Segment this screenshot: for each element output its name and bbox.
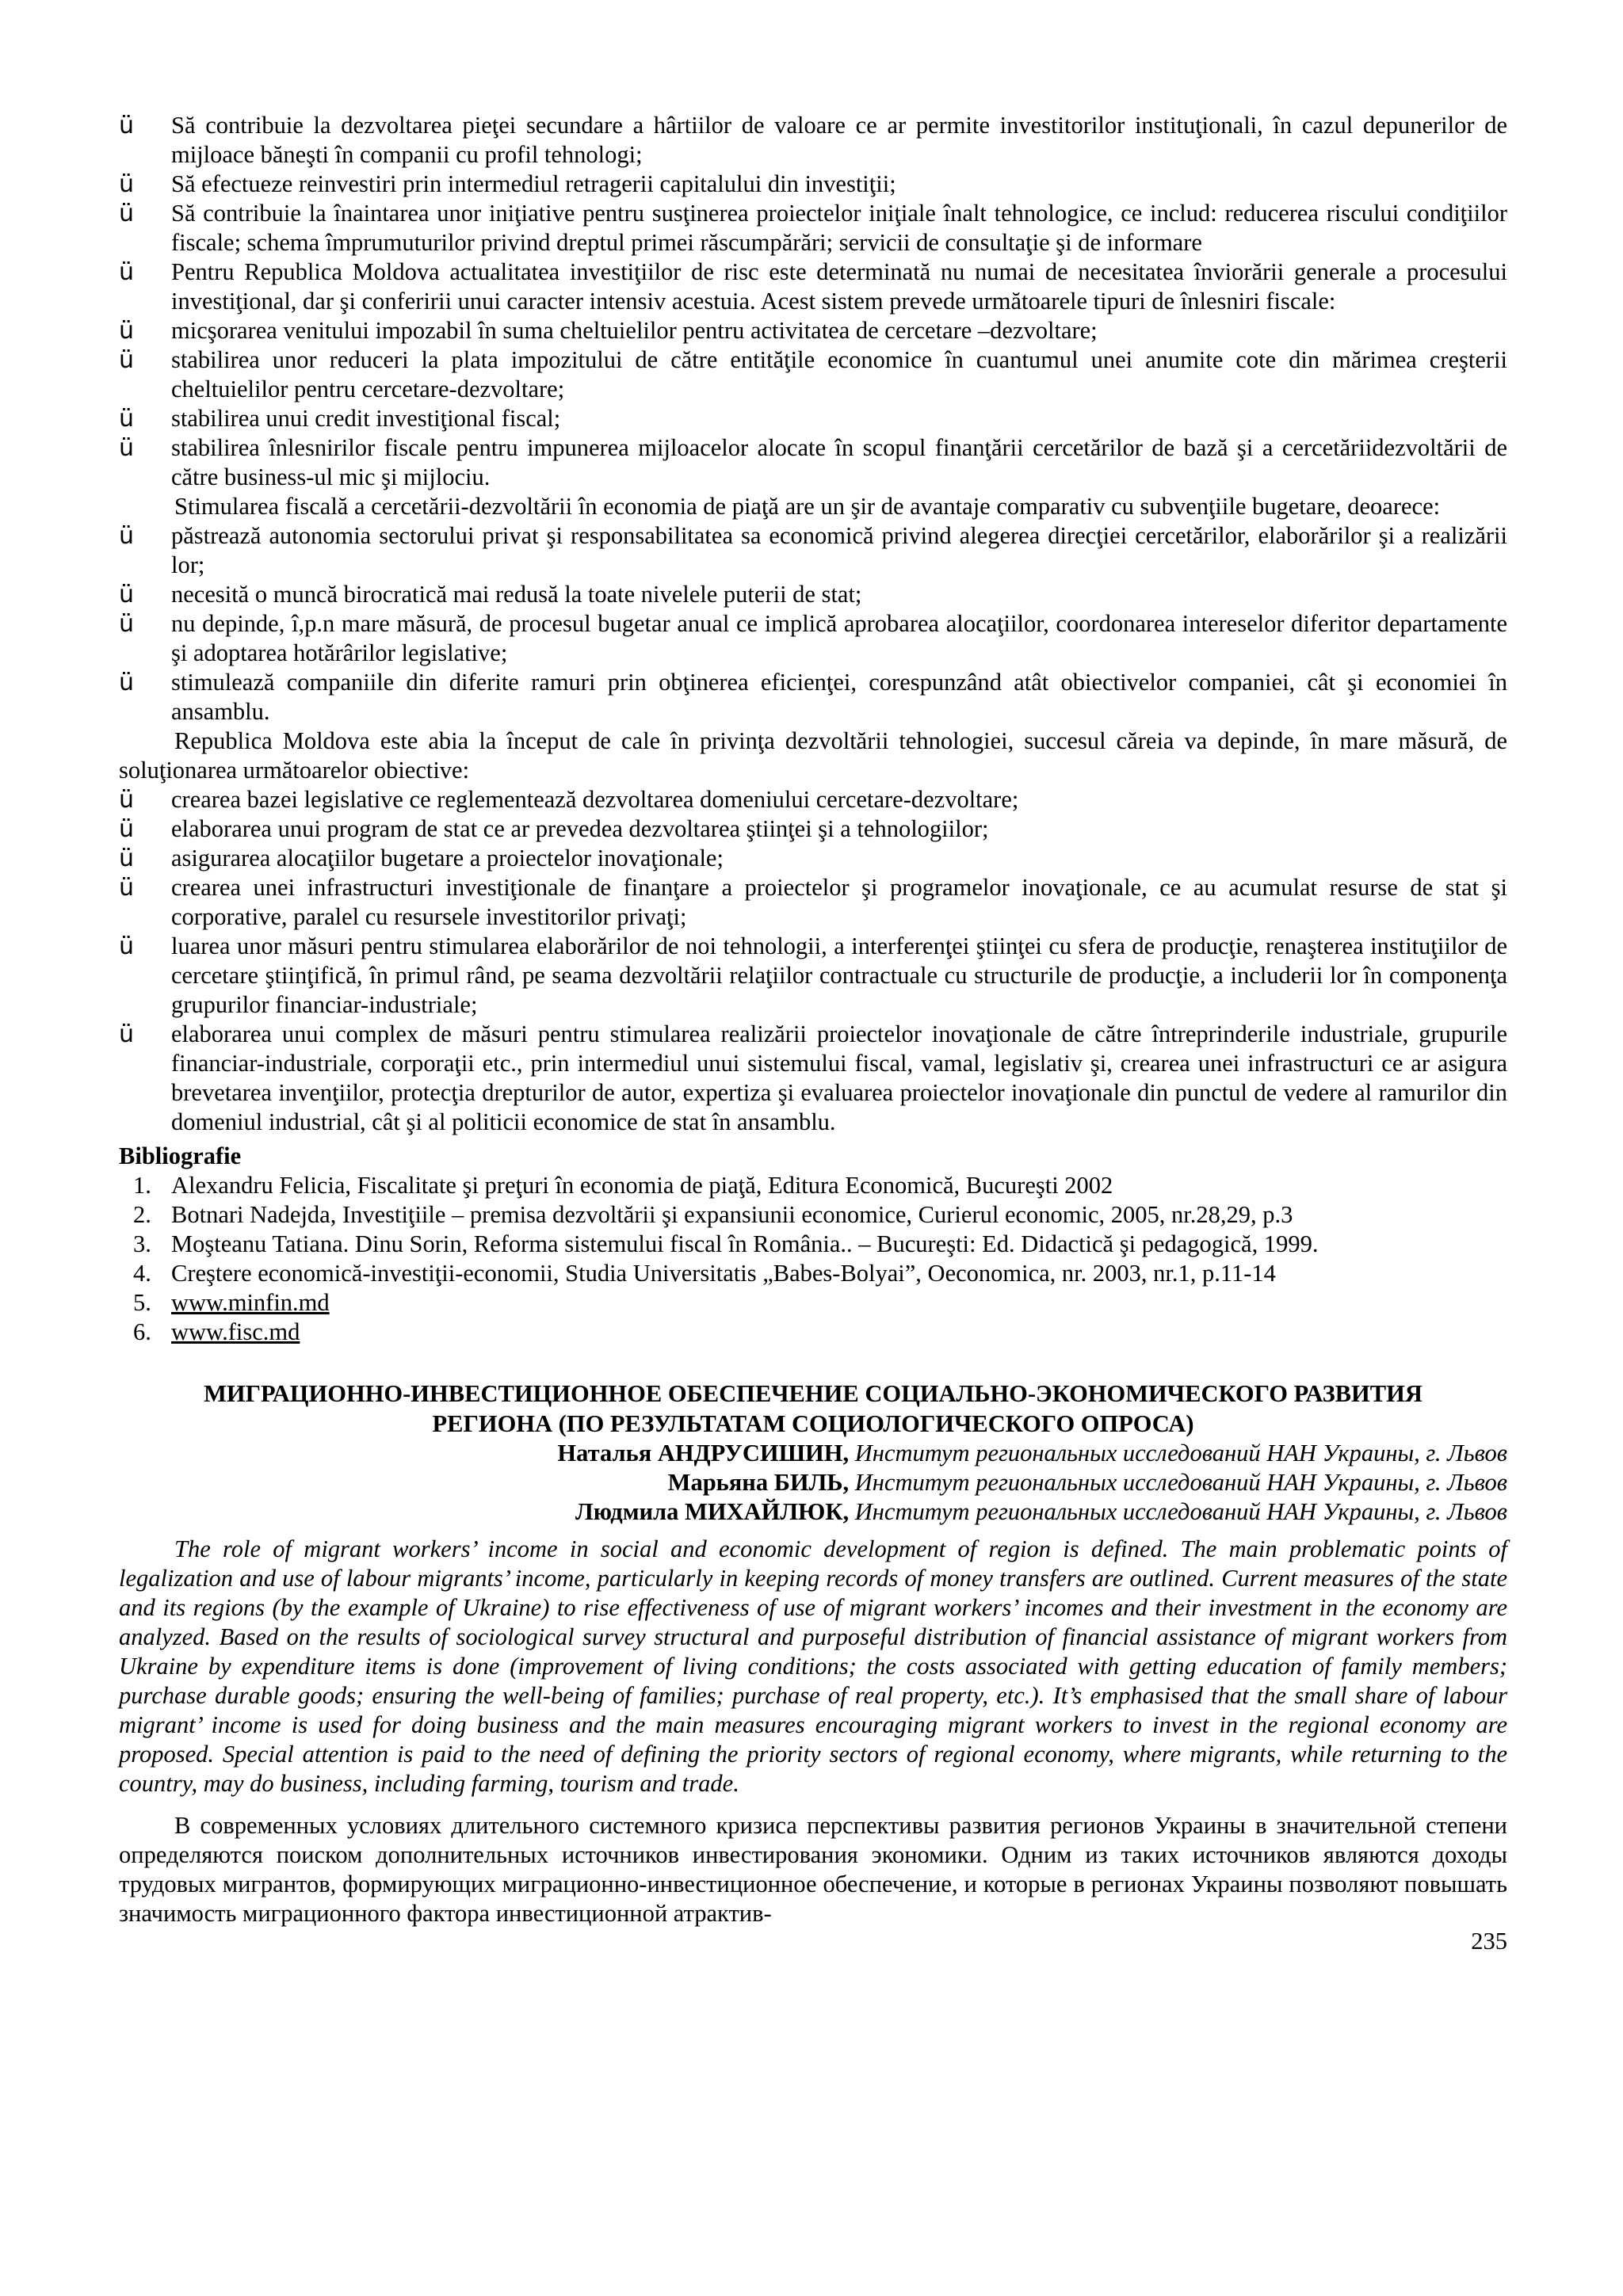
- page-content: [119, 111, 1507, 1956]
- paragraph-fiscal-stimulation: Stimularea fiscală a cercetării-dezvoltării în economia de piaţă are un şir de avantaje comparativ cu subvenţiile bugetare, deoarece:: [174, 493, 1441, 520]
- link-fisc[interactable]: www.fisc.md: [171, 1318, 300, 1345]
- list-item: ü Să efectueze reinvestiri prin intermediul retragerii capitalului din investiţii;: [119, 170, 896, 198]
- checkmark-icon: ü: [119, 786, 135, 814]
- author-line: Людмила МИХАЙЛЮК, Институт региональных исследований НАН Украины, г. Львов: [575, 1498, 1507, 1525]
- abstract: The role of migrant workers’ income in social and economic development of region is defined. The main problematic points of legalization and use of labour migrants’ income, particularly in keeping records of money transfers are outlined. Current measures of the state and its regions (by the example of Ukraine) to rise effectiveness of use of migrant workers’ incomes and their investment in the economy are analyzed. Based on the results of sociological survey structural and purposeful distribution of financial assistance of migrant workers from Ukraine by expenditure items is done (improvement of living conditions; the costs associated with getting education of family members; purchase durable goods; ensuring the well-being of families; purchase of real property, etc.). It’s emphasised that the small share of labour migrant’ income is used for doing business and the main measures encouraging migrant workers to invest in the regional economy are proposed. Special attention is paid to the need of defining the priority sectors of regional economy, where migrants, while returning to the country, may do business, including farming, tourism and trade.: [119, 1535, 1507, 1797]
- bullet-list-mid: [119, 521, 1507, 727]
- list-item: ü elaborarea unui complex de măsuri pentru stimularea realizării proiectelor inovaţionale de către întreprinderile industriale, grupurile financiar-industriale, corporaţii etc., prin intermediul unui sistemului fiscal, vamal, legislativ şi, crearea unei infrastructuri ce ar asigura brevetarea invenţiilor, protecţia drepturilor de autor, expertiza şi evaluarea proiectelor inovaţionale din punctul de vedere al ramurilor din domeniul industrial, cât şi al politicii economice de stat în ansamblu.: [119, 1020, 1507, 1135]
- checkmark-icon: ü: [119, 522, 135, 550]
- bibliography-item: 2. Botnari Nadejda, Investiţiile – premisa dezvoltării şi expansiunii economice, Curierul economic, 2005, nr.28,29, p.3: [133, 1201, 1293, 1228]
- bibliography-item: 6. www.fisc.md: [133, 1318, 300, 1345]
- bibliography-heading: Bibliografie: [119, 1142, 242, 1169]
- bullet-list-top: [119, 111, 1507, 492]
- link-minfin[interactable]: www.minfin.md: [171, 1289, 330, 1316]
- checkmark-icon: ü: [119, 1020, 135, 1048]
- author-line: Марьяна БИЛЬ, Институт региональных исследований НАН Украины, г. Львов: [667, 1469, 1507, 1496]
- checkmark-icon: ü: [119, 317, 135, 345]
- list-item: ü nu depinde, î,p.n mare măsură, de procesul bugetar anual ce implică aprobarea alocaţiilor, coordonarea intereselor diferitor departamente şi adoptarea hotărârilor legislative;: [119, 610, 1507, 666]
- bibliography-item: 4. Creştere economică-investiţii-economii, Studia Universitatis „Babes-Bolyai”, Oeconomica, nr. 2003, nr.1, p.11-14: [133, 1260, 1276, 1287]
- checkmark-icon: ü: [119, 815, 135, 843]
- list-item: ü Să contribuie la înaintarea unor iniţiative pentru susţinerea proiectelor iniţiale înalt tehnologice, ce includ: reducerea riscului condiţiilor fiscale; schema împrumuturilor privind dreptul primei răscumpărări; servicii de consultaţie şi de informare: [119, 200, 1507, 256]
- body-paragraph: В современных условиях длительного системного кризиса перспективы развития регионов Украины в значительной степени определяются поиском дополнительных источников инвестирования экономики. Одним из таких источников являются доходы трудовых мигрантов, формирующих миграционно-инвестиционное обеспечение, и которые в регионах Украины позволяют повышать значимость миграционного фактора инвестиционной атрактив-: [119, 1812, 1507, 1927]
- list-item: ü micşorarea venitului impozabil în suma cheltuielilor pentru activitatea de cercetare –dezvoltare;: [119, 317, 1098, 345]
- list-item: ü asigurarea alocaţiilor bugetare a proiectelor inovaţionale;: [119, 845, 724, 872]
- checkmark-icon: ü: [119, 933, 135, 960]
- list-item: ü elaborarea unui program de stat ce ar prevedea dezvoltarea ştiinţei şi a tehnologiilor;: [119, 815, 989, 843]
- checkmark-icon: ü: [119, 346, 135, 374]
- checkmark-icon: ü: [119, 434, 135, 462]
- checkmark-icon: ü: [119, 200, 135, 227]
- checkmark-icon: ü: [119, 845, 135, 872]
- checkmark-icon: ü: [119, 405, 135, 433]
- bullet-list-bottom: [119, 785, 1507, 1137]
- list-item: ü păstrează autonomia sectorului privat şi responsabilitatea sa economică privind alegerea direcţiei cercetărilor, elaborărilor şi a realizării lor;: [119, 522, 1507, 578]
- checkmark-icon: ü: [119, 669, 135, 696]
- bibliography-list: [119, 1171, 1507, 1347]
- list-item: ü crearea unei infrastructuri investiţionale de finanţare a proiectelor şi programelor inovaţionale, ce au acumulat resurse de stat şi corporative, paralel cu resursele investitorilor privaţi;: [119, 874, 1507, 930]
- list-item: ü Să contribuie la dezvoltarea pieţei secundare a hârtiilor de valoare ce ar permite investitorilor instituţionali, în cazul depunerilor de mijloace băneşti în companii cu profil tehnologi;: [119, 112, 1507, 168]
- checkmark-icon: ü: [119, 610, 135, 638]
- list-item: ü Pentru Republica Moldova actualitatea investiţiilor de risc este determinată nu numai de necesitatea înviorării generale a procesului investiţional, dar şi conferirii unui caracter intensiv acestuia. Acest sistem prevede următoarele tipuri de înlesniri fiscale:: [119, 258, 1507, 315]
- bibliography-item: 5. www.minfin.md: [133, 1289, 330, 1316]
- author-line: Наталья АНДРУСИШИН, Институт региональных исследований НАН Украины, г. Львов: [557, 1440, 1507, 1466]
- checkmark-icon: ü: [119, 112, 135, 139]
- article-title: МИГРАЦИОННО-ИНВЕСТИЦИОННОЕ ОБЕСПЕЧЕНИЕ СОЦИАЛЬНО-ЭКОНОМИЧЕСКОГО РАЗВИТИЯ РЕГИОНА (ПО РЕЗУЛЬТАТАМ СОЦИОЛОГИЧЕСКОГО ОПРОСА): [204, 1380, 1423, 1437]
- list-item: ü crearea bazei legislative ce reglementează dezvoltarea domeniului cercetare-dezvoltare;: [119, 786, 1019, 814]
- list-item: ü stabilirea unui credit investiţional fiscal;: [119, 405, 561, 433]
- checkmark-icon: ü: [119, 258, 135, 286]
- list-item: ü stabilirea înlesnirilor fiscale pentru impunerea mijloacelor alocate în scopul finanţării cercetărilor de bază şi a cercetăriidezvoltării de către business-ul mic şi mijlociu.: [119, 434, 1507, 490]
- list-item: ü stimulează companiile din diferite ramuri prin obţinerea eficienţei, corespunzând atât obiectivelor companiei, cât şi economiei în ansamblu.: [119, 669, 1507, 725]
- list-item: ü luarea unor măsuri pentru stimularea elaborărilor de noi tehnologii, a interferenţei ştiinţei cu sfera de producţie, renaşterea instituţiilor de cercetare ştiinţifică, în primul rând, pe seama dezvoltării relaţiilor contractuale cu structurile de producţie, a includerii lor în componenţa grupurilor financiar-industriale;: [119, 933, 1507, 1018]
- checkmark-icon: ü: [119, 874, 135, 902]
- author-list: [119, 1439, 1507, 1527]
- checkmark-icon: ü: [119, 170, 135, 198]
- list-item: ü stabilirea unor reduceri la plata impozitului de către entităţile economice în cuantumul unei anumite cote din mărimea creşterii cheltuielilor pentru cercetare-dezvoltare;: [119, 346, 1507, 402]
- page-number: 235: [1471, 1928, 1507, 1955]
- paragraph-moldova-objectives: Republica Moldova este abia la început de cale în privinţa dezvoltării tehnologiei, succesul căreia va depinde, în mare măsură, de soluţionarea următoarelor obiective:: [119, 727, 1507, 784]
- bibliography-item: 3. Moşteanu Tatiana. Dinu Sorin, Reforma sistemului fiscal în România.. – Bucureşti: Ed. Didactică şi pedagogică, 1999.: [133, 1230, 1319, 1257]
- list-item: ü necesită o muncă birocratică mai redusă la toate nivelele puterii de stat;: [119, 581, 862, 608]
- checkmark-icon: ü: [119, 581, 135, 608]
- bibliography-item: 1. Alexandru Felicia, Fiscalitate şi preţuri în economia de piaţă, Editura Economică, Bucureşti 2002: [133, 1172, 1113, 1199]
